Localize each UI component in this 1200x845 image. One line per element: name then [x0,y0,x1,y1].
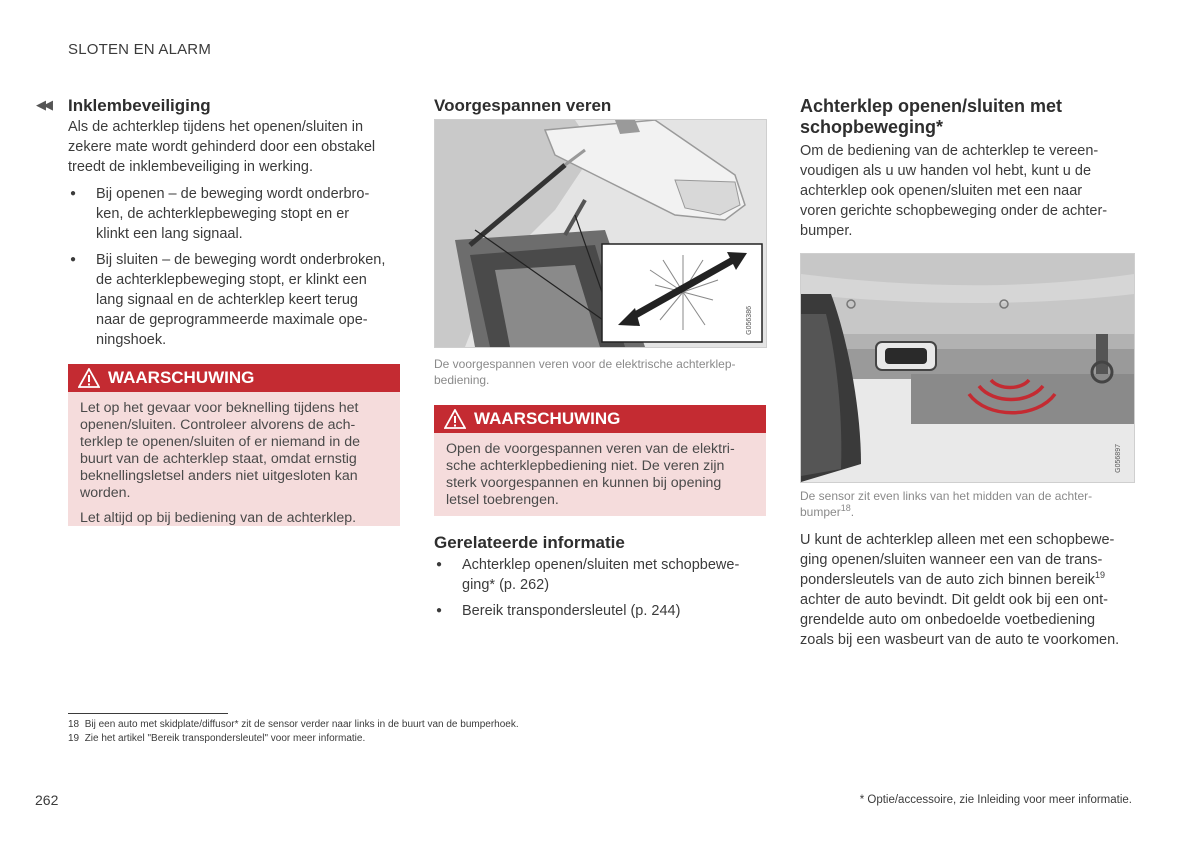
footnote-text: Zie het artikel "Bereik transpondersleutel" voor meer informatie. [84,733,366,744]
warning-body [68,392,400,526]
heading-schopbeweging [800,96,1134,138]
footnote-divider [68,713,228,714]
footnote-ref[interactable]: 19 [1095,570,1106,581]
caption-text: bumper [800,505,841,519]
warning-title: WAARSCHUWING [108,368,255,387]
heading-line: Achterklep openen/sluiten met [800,96,1063,116]
text-line: terklep te openen/sluiten of er niemand in de [80,434,360,450]
text-line: bumper. [800,223,853,239]
related-link[interactable] [434,555,766,595]
column-1 [68,96,398,356]
text-line: U kunt de achterklep alleen met een schopbewe- [800,532,1115,548]
text-line: beknellingsletsel anders niet uitgesloten kan [80,468,358,484]
text-line: Open de voorgespannen veren van de elektri- [446,441,735,457]
warning-box-2 [434,405,766,516]
text-line: Als de achterklep tijdens het openen/sluiten in [68,119,364,135]
spring-illustration [434,119,767,348]
text-line: voudigen als u uw handen vol hebt, kunt u de [800,163,1092,179]
text-line: klinkt een lang signaal. [96,226,243,242]
column-3 [800,96,1134,241]
intro-paragraph [68,117,398,177]
text-line: de achterklepbeweging stopt, er klinkt een [96,272,367,288]
figure-code: G056897 [1115,444,1122,473]
list-item [68,250,398,350]
figure-caption [800,488,1134,520]
body-paragraph [800,530,1134,650]
related-info [434,533,766,627]
text-line: bumper$^{18}$. [800,503,855,519]
text-line: Let op het gevaar voor beknelling tijdens het [80,400,359,416]
warning-triangle-icon [78,368,100,388]
warning-box-1 [68,364,400,526]
tailgate-spring-image [435,120,766,347]
text-line: bediening. [434,373,490,387]
warning-title: WAARSCHUWING [474,409,621,428]
warning-header [434,405,766,433]
text-line: ● Bij sluiten – de beweging wordt onderbroken, [96,252,386,268]
intro-paragraph [800,141,1134,241]
heading-line: schopbeweging* [800,117,944,137]
text-line: zoals bij een wasbeurt van de auto te voorkomen. [800,632,1120,648]
warning-header [68,364,400,392]
double-chevron-left-icon[interactable]: ◀◀ [36,97,50,112]
text-line: treedt de inklembeveiliging in werking. [68,159,314,175]
text-line: De sensor zit even links van het midden van de achter- [800,489,1093,503]
list-item [68,184,398,244]
page-number: 262 [35,792,59,808]
text-line: ken, de achterklepbeweging stopt en er [96,206,350,222]
text-line: De voorgespannen veren voor de elektrische achterklep- [434,357,736,371]
text-line: naar de geprogrammeerde maximale ope- [96,312,368,328]
text-line: ningshoek. [96,332,167,348]
text-line: ● Achterklep openen/sluiten met schopbewe- [462,557,740,573]
rear-bumper-image [801,254,1134,482]
text-line: ● Bij openen – de beweging wordt onderbro- [96,186,370,202]
warning-paragraph: Let altijd op bij bediening van de achterklep. [80,510,357,526]
text-line: Om de bediening van de achterklep te vereen- [800,143,1099,159]
heading-inklembeveiliging: Inklembeveiliging [68,96,211,115]
warning-triangle-icon [444,409,466,429]
text-line: ● Bereik transpondersleutel (p. 244) [462,603,681,619]
figure-code: G056386 [746,306,753,335]
section-header: SLOTEN EN ALARM [68,41,212,58]
text-line: ging* (p. 262) [462,577,550,593]
warning-body [434,433,766,516]
footnote-number: 19 [68,733,80,744]
text-line: lang signaal en de achterklep keert terug [96,292,358,308]
text-line: sche achterklepbediening niet. De veren zijn [446,458,725,474]
bumper-illustration [800,253,1135,483]
footnote-18 [68,718,519,732]
footer-note: * Optie/accessoire, zie Inleiding voor meer informatie. [859,794,1132,806]
footnote-text: Bij een auto met skidplate/diffusor* zit de sensor verder naar links in de buurt van de bumperhoek. [84,719,519,730]
warning-paragraph [80,400,388,502]
heading-voorgespannen-veren: Voorgespannen veren [434,96,612,115]
related-links [434,555,766,621]
related-info-heading: Gerelateerde informatie [434,533,625,552]
text-line: achterklep ook openen/sluiten met een naar [800,183,1083,199]
footnote-19 [68,732,365,746]
figure-caption [434,356,768,388]
text-line: letsel toebrengen. [446,492,559,508]
footnote-number: 18 [68,719,80,730]
text-span: pondersleutels van de auto zich binnen bereik [800,572,1096,588]
text-line [800,570,1134,590]
text-line: sterk voorgespannen en kunnen bij opening [446,475,722,491]
text-line: buurt van de achterklep staat, omdat ernstig [80,451,357,467]
footnote-ref[interactable]: 18 [840,503,851,513]
text-line: ging openen/sluiten wanneer een van de trans- [800,552,1103,568]
warning-paragraph [446,441,754,509]
text-line: voren gerichte schopbeweging onder de achter- [800,203,1108,219]
text-line: zekere mate wordt gehinderd door een obstakel [68,139,376,155]
text-line: openen/sluiten. Controleer alvorens de ach- [80,417,356,433]
text-line: worden. [80,485,131,501]
bullet-list [68,184,398,350]
text-line: grendelde auto om onbedoelde voetbediening [800,612,1096,628]
text-line: achter de auto bevindt. Dit geldt ook bij een ont- [800,592,1108,608]
related-link[interactable] [434,601,766,621]
